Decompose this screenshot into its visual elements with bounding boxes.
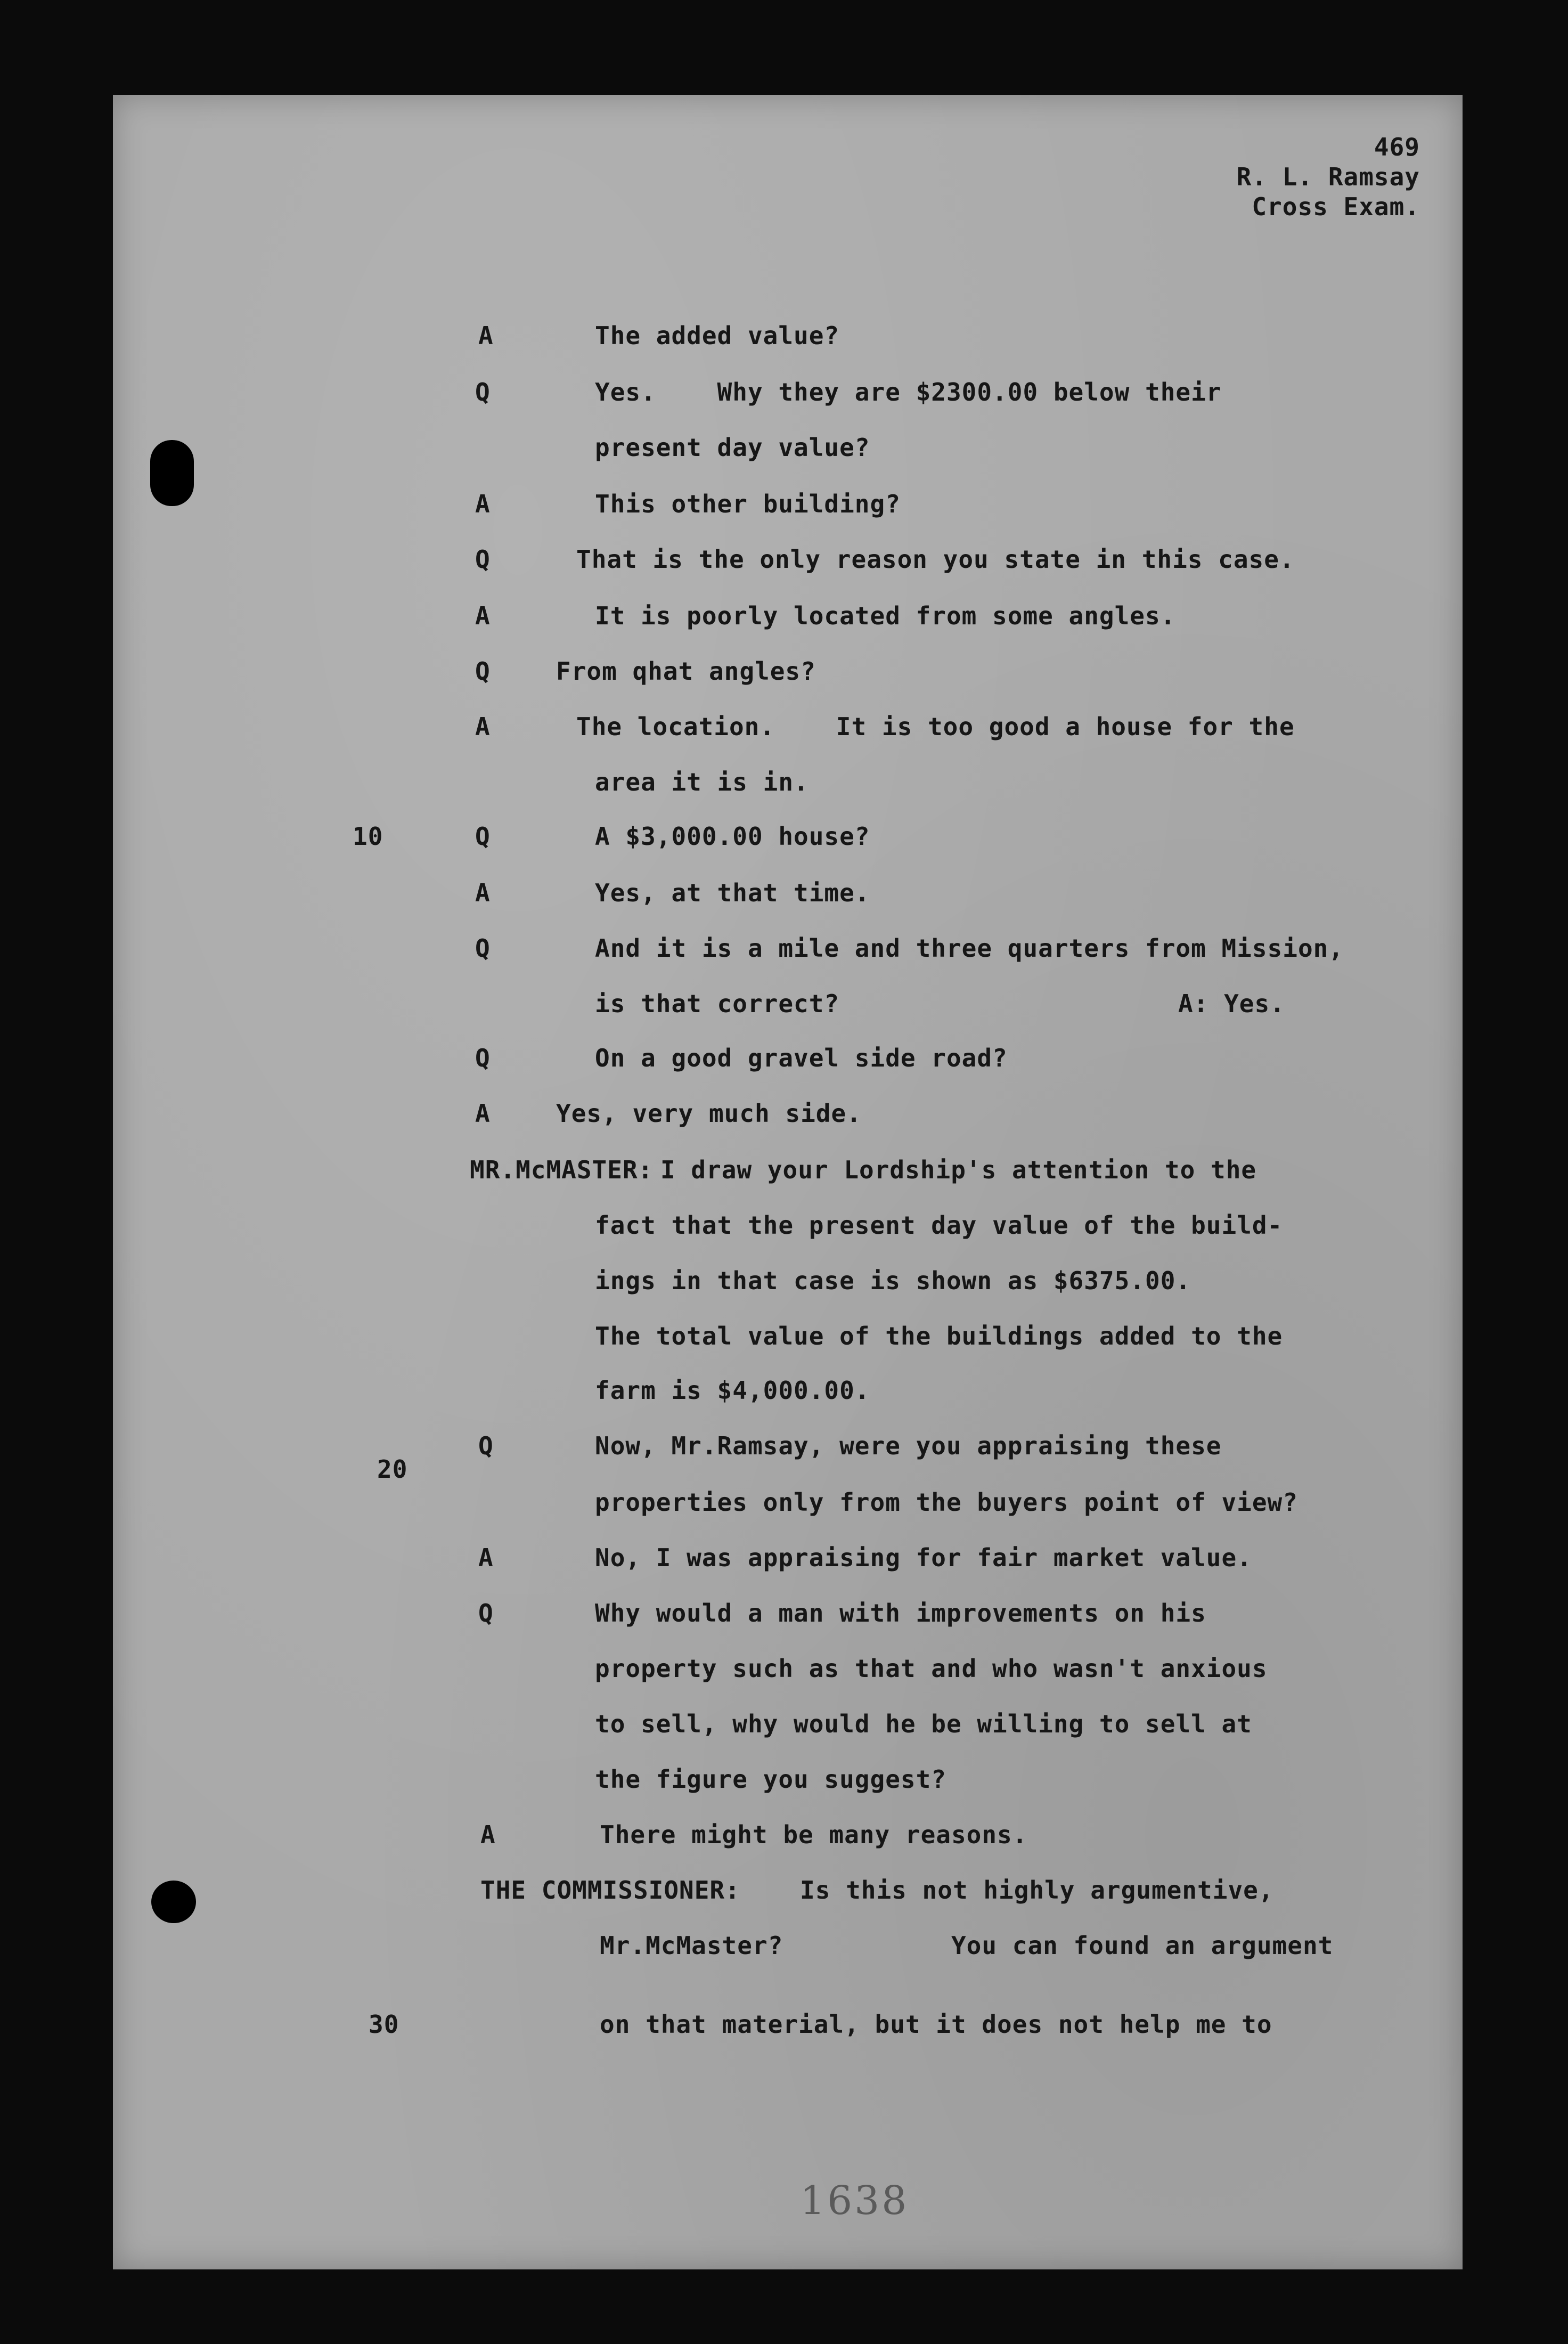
transcript-line: From qhat angles? [556,657,816,686]
transcript-line: Why would a man with improvements on his [595,1599,1206,1627]
transcript-line: Mr.McMaster? You can found an argument [600,1931,1334,1960]
line-number: 10 [353,822,383,851]
transcript-line: properties only from the buyers point of view? [595,1488,1298,1517]
stamped-page-number: 1638 [800,2178,909,2224]
speaker-label: Q [475,545,491,574]
speaker-label: A [475,712,491,741]
transcript-line: I draw your Lordship's attention to the [660,1155,1257,1184]
speaker-label: Q [478,1431,494,1460]
transcript-line: Yes. Why they are $2300.00 below their [595,378,1222,406]
speaker-label: MR.McMASTER: [470,1155,654,1184]
inline-answer: A: Yes. [1178,989,1285,1018]
transcript-line: is that correct? [595,989,840,1018]
bleed-through-text [337,271,675,298]
transcript-line: No, I was appraising for fair market value. [595,1543,1252,1572]
punch-hole [150,440,194,506]
transcript-page-number: 469 [1374,133,1420,161]
speaker-label: A [478,1543,494,1572]
speaker-label: Q [478,1599,494,1627]
transcript-line: The location. It is too good a house for the [576,712,1295,741]
speaker-label: A [478,321,494,350]
transcript-line: It is poorly located from some angles. [595,601,1176,630]
speaker-label: Q [475,934,491,963]
witness-name: R. L. Ramsay [1236,162,1420,191]
speaker-label: A [480,1820,496,1849]
transcript-line: Yes, at that time. [595,878,870,907]
transcript-line: fact that the present day value of the build- [595,1211,1283,1240]
speaker-label: Q [475,378,491,406]
transcript-line: the figure you suggest? [595,1765,946,1794]
transcript-line: The total value of the buildings added to the [595,1322,1283,1350]
page-header [1237,132,1420,222]
line-number: 30 [369,2010,399,2039]
transcript-line: There might be many reasons. [600,1820,1028,1849]
transcript-line: The added value? [595,321,840,350]
speaker-label: THE COMMISSIONER: [480,1876,740,1904]
transcript-line: property such as that and who wasn't anxious [595,1654,1268,1683]
transcript-line: on that material, but it does not help me to [600,2010,1272,2039]
transcript-line: And it is a mile and three quarters from Mission, [595,934,1344,963]
transcript-line: area it is in. [595,768,809,796]
transcript-line: A $3,000.00 house? [595,822,870,851]
transcript-line: On a good gravel side road? [595,1044,1008,1072]
examination-type: Cross Exam. [1252,192,1420,221]
transcript-page [113,95,1463,2269]
speaker-label: Q [475,822,491,851]
transcript-line: Now, Mr.Ramsay, were you appraising these [595,1431,1222,1460]
transcript-line: This other building? [595,490,901,518]
speaker-label: A [475,1099,491,1128]
speaker-label: A [475,878,491,907]
transcript-line: present day value? [595,433,870,462]
transcript-line: That is the only reason you state in this case. [576,545,1295,574]
speaker-label: A [475,490,491,518]
transcript-line: farm is $4,000.00. [595,1376,870,1405]
speaker-label: Q [475,1044,491,1072]
transcript-line: Yes, very much side. [556,1099,862,1128]
transcript-line: to sell, why would he be willing to sell at [595,1710,1252,1738]
speaker-label: Q [475,657,491,686]
transcript-line: Is this not highly argumentive, [800,1876,1274,1904]
punch-hole [151,1881,196,1923]
line-number: 20 [377,1455,408,1484]
transcript-line: ings in that case is shown as $6375.00. [595,1266,1191,1295]
speaker-label: A [475,601,491,630]
